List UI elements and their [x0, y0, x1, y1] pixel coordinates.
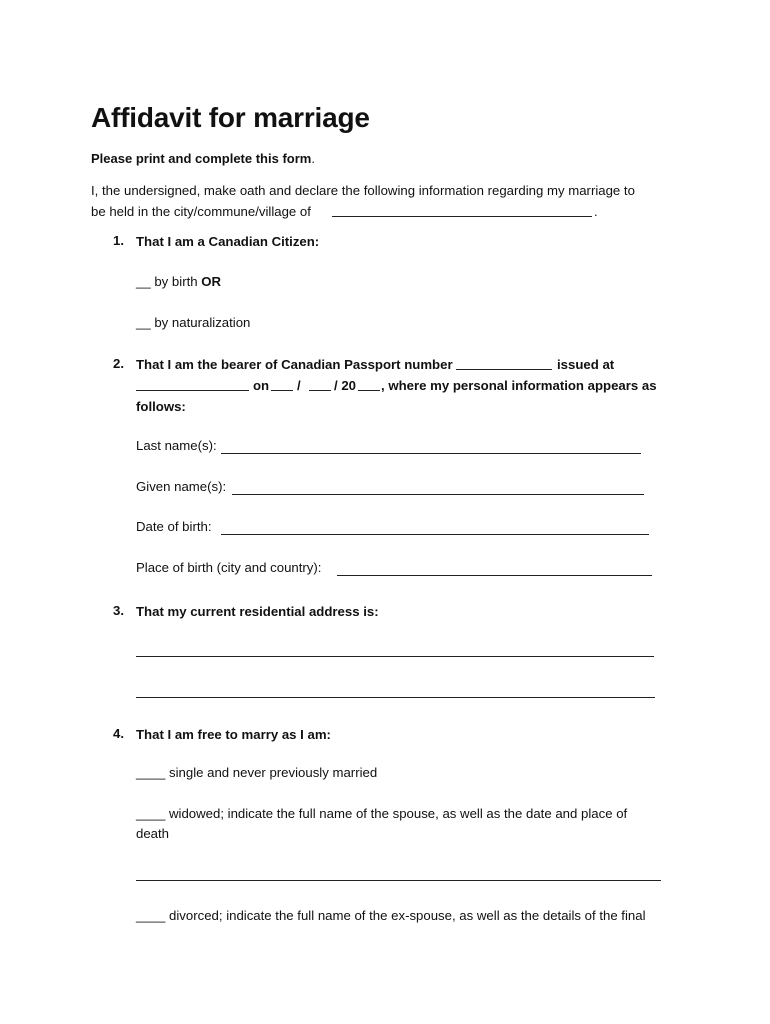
instruction-line: [91, 151, 315, 166]
item-2-slash-2: / 20: [334, 378, 356, 393]
single-option[interactable]: [136, 765, 377, 780]
intro-line-2-period: .: [594, 204, 598, 219]
pob-label: Place of birth (city and country):: [136, 560, 322, 575]
dob-input-line[interactable]: [221, 534, 649, 535]
item-2-line-2-end: , where my personal information appears as: [381, 378, 657, 393]
item-2-number: 2.: [113, 356, 124, 371]
item-1-heading: That I am a Canadian Citizen:: [136, 234, 320, 249]
intro-line-1: I, the undersigned, make oath and declare the following information regarding my marriage to: [91, 183, 635, 198]
widowed-label-line-2: death: [136, 826, 170, 841]
issue-year-line[interactable]: [358, 390, 380, 391]
by-naturalization-blank[interactable]: __: [136, 315, 151, 330]
item-4-heading: That I am free to marry as I am:: [136, 727, 331, 742]
city-input-line[interactable]: [332, 216, 592, 217]
by-naturalization-label: by naturalization: [154, 315, 251, 330]
instruction-period: .: [311, 151, 315, 166]
item-2-line-3: follows:: [136, 399, 186, 414]
widowed-details-line[interactable]: [136, 880, 661, 881]
intro-line-2: [91, 201, 311, 222]
item-2-line-1-end: issued at: [557, 357, 615, 372]
item-4-number: 4.: [113, 726, 124, 741]
citizen-by-naturalization-option[interactable]: [136, 315, 250, 330]
issued-at-line[interactable]: [136, 390, 249, 391]
item-2-on: on: [253, 378, 270, 393]
last-name-label: Last name(s):: [136, 438, 217, 453]
page-title: Affidavit for marriage: [91, 102, 370, 133]
last-name-input-line[interactable]: [221, 453, 641, 454]
given-name-input-line[interactable]: [232, 494, 644, 495]
pob-input-line[interactable]: [337, 575, 652, 576]
or-label: OR: [201, 274, 222, 289]
divorced-label: divorced; indicate the full name of the ex-spouse, as well as the details of the final: [169, 908, 646, 923]
single-label: single and never previously married: [169, 765, 378, 780]
item-3-number: 3.: [113, 603, 124, 618]
widowed-option[interactable]: [136, 806, 627, 821]
instruction-text: Please print and complete this form: [91, 151, 312, 166]
single-blank[interactable]: ____: [136, 765, 166, 780]
passport-number-line[interactable]: [456, 369, 552, 370]
by-birth-blank[interactable]: __: [136, 274, 151, 289]
widowed-blank[interactable]: ____: [136, 806, 166, 821]
divorced-option[interactable]: [136, 908, 646, 923]
given-name-label: Given name(s):: [136, 479, 227, 494]
item-2-line-1-start: That I am the bearer of Canadian Passport number: [136, 357, 453, 372]
item-2-slash-1: /: [297, 378, 301, 393]
dob-label: Date of birth:: [136, 519, 212, 534]
citizen-by-birth-option[interactable]: [136, 274, 221, 289]
address-line-2[interactable]: [136, 697, 655, 698]
divorced-blank[interactable]: ____: [136, 908, 166, 923]
address-line-1[interactable]: [136, 656, 654, 657]
issue-day-line[interactable]: [271, 390, 293, 391]
issue-month-line[interactable]: [309, 390, 331, 391]
widowed-label: widowed; indicate the full name of the spouse, as well as the date and place of: [169, 806, 628, 821]
by-birth-label: by birth: [154, 274, 198, 289]
item-1-number: 1.: [113, 233, 124, 248]
item-3-heading: That my current residential address is:: [136, 604, 379, 619]
intro-line-2-text: be held in the city/commune/village of: [91, 204, 311, 219]
